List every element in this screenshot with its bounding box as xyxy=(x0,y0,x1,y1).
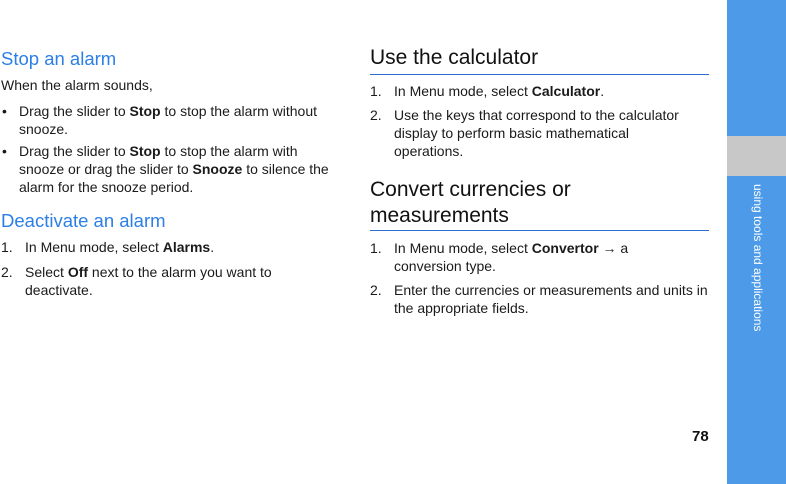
item-text: In Menu mode, select xyxy=(394,83,532,99)
item-bold: Calculator xyxy=(531,83,601,99)
chapter-label: using tools and applications xyxy=(751,184,765,332)
item-bold: Convertor xyxy=(531,240,599,256)
item-text: to stop the alarm without snooze. xyxy=(19,103,318,137)
bullet-icon: • xyxy=(2,143,7,159)
step-number: 2. xyxy=(370,107,382,123)
heading-divider xyxy=(370,230,709,231)
item-text: to stop the alarm with snooze or drag the slider to xyxy=(19,143,298,177)
item-text: to silence the alarm for the snooze period. xyxy=(19,161,329,195)
page-number: 78 xyxy=(692,428,709,445)
item-text: . xyxy=(210,239,215,255)
list-item xyxy=(370,106,700,160)
step-number: 2. xyxy=(370,282,382,298)
section-heading-calculator: Use the calculator xyxy=(370,46,539,69)
list-item xyxy=(1,142,339,196)
sidebar-band-gray xyxy=(727,136,786,176)
list-item xyxy=(370,281,709,317)
bullet-icon: • xyxy=(2,103,7,119)
list-item xyxy=(370,82,709,100)
chapter-sidebar xyxy=(727,0,786,484)
step-number: 2. xyxy=(1,264,13,280)
item-text: In Menu mode, select xyxy=(25,239,163,255)
item-text: Drag the slider to xyxy=(19,103,130,119)
list-item xyxy=(1,238,339,256)
item-text: Use the keys that correspond to the calculator display to perform basic mathematical operations. xyxy=(394,107,679,159)
list-item xyxy=(370,239,670,275)
item-bold: Alarms xyxy=(162,239,211,255)
stop-alarm-intro: When the alarm sounds, xyxy=(1,77,153,93)
heading-divider xyxy=(370,74,709,75)
item-bold: Stop xyxy=(129,103,161,119)
step-number: 1. xyxy=(1,239,13,255)
item-text: Select xyxy=(25,264,68,280)
item-text: next to the alarm you want to deactivate. xyxy=(25,264,272,298)
list-item xyxy=(1,102,339,138)
section-heading-convert: Convert currencies or measurements xyxy=(370,178,571,227)
item-bold: Off xyxy=(67,264,89,280)
item-text: Enter the currencies or measurements and units in the appropriate fields. xyxy=(394,282,708,316)
item-text: In Menu mode, select xyxy=(394,240,532,256)
item-text: Drag the slider to xyxy=(19,143,130,159)
item-bold: Stop xyxy=(129,143,161,159)
item-bold: Snooze xyxy=(192,161,243,177)
section-heading-deactivate-alarm: Deactivate an alarm xyxy=(1,210,166,231)
list-item xyxy=(1,263,301,299)
section-heading-stop-alarm: Stop an alarm xyxy=(1,48,117,69)
item-text: → a conversion type. xyxy=(394,240,629,274)
sidebar-band-top xyxy=(727,0,786,136)
item-text: . xyxy=(600,83,605,99)
step-number: 1. xyxy=(370,240,382,256)
step-number: 1. xyxy=(370,83,382,99)
